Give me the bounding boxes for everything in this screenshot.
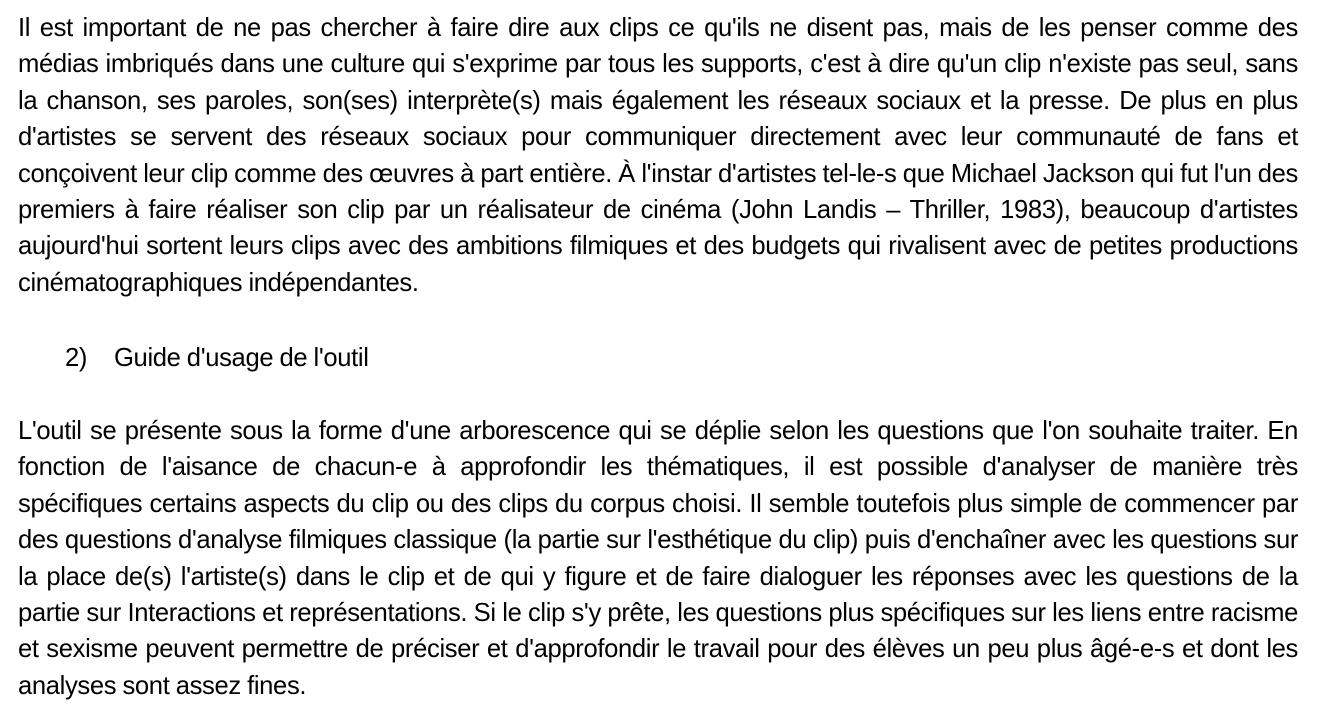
paragraph-clips-culture: Il est important de ne pas chercher à faire dire aux clips ce qu'ils ne disent pas, mais de les penser comme des médias imbriqués dans une culture qui s'exprime par tous les supports, c'est à dire qu'un clip n'existe pas seul, sans la chanson, ses paroles, son(ses) interprète(s) mais également les réseaux sociaux et la presse. De plus en plus d'artistes se servent des réseaux sociaux pour communiquer directement avec leur communauté de fans et conçoivent leur clip comme des œuvres à part entière. À l'instar d'artistes tel-le-s que Michael Jackson qui fut l'un des premiers à faire réaliser son clip par un réalisateur de cinéma (John Landis – Thriller, 1983), beaucoup d'artistes aujourd'hui sortent leurs clips avec des ambitions filmiques et des budgets qui rivalisent avec de petites productions cinématographiques indépendantes.	[18, 14, 1298, 297]
section-title: Guide d'usage de l'outil	[114, 344, 369, 372]
section-heading	[65, 340, 369, 376]
paragraph-tool-guide: L'outil se présente sous la forme d'une arborescence qui se déplie selon les questions que l'on souhaite traiter. En fonction de l'aisance de chacun-e à approfondir les thématiques, il est possible d'analyser de manière très spécifiques certains aspects du clip ou des clips du corpus choisi. Il semble toutefois plus simple de commencer par des questions d'analyse filmiques classique (la partie sur l'esthétique du clip) puis d'enchaîner avec les questions sur la place de(s) l'artiste(s) dans le clip et de qui y figure et de faire dialoguer les réponses avec les questions de la partie sur Interactions et représentations. Si le clip s'y prête, les questions plus spécifiques sur les liens entre racisme et sexisme peuvent permettre de préciser et d'approfondir le travail pour des élèves un peu plus âgé-e-s et dont les analyses sont assez fines.	[18, 417, 1298, 700]
section-number: 2)	[65, 344, 88, 372]
